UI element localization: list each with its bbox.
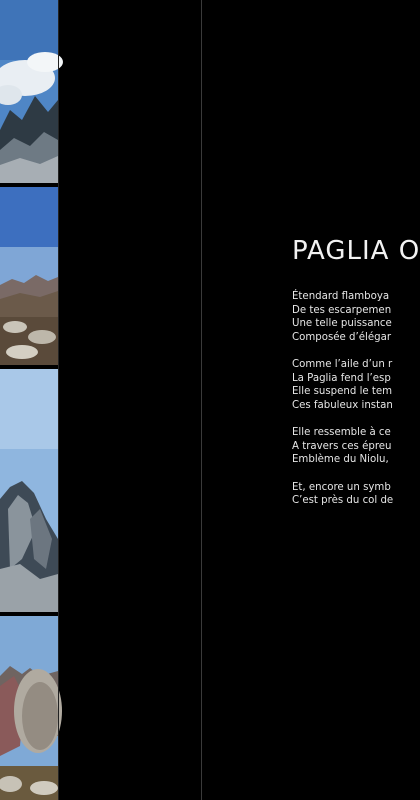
poem-line: Et, encore un symb <box>292 481 391 493</box>
poem-line: Ces fabuleux instan <box>292 399 393 411</box>
mountain-peak-with-clouds-photo <box>0 0 58 183</box>
poem-text <box>292 290 400 522</box>
page-title: PAGLIA O <box>292 236 420 266</box>
page-fold-line <box>201 0 202 800</box>
poem-line: Étendard flamboya <box>292 291 390 302</box>
poem-stanza <box>292 358 400 412</box>
photo-strip <box>0 0 58 800</box>
poem-stanza <box>292 426 400 467</box>
poem-line: Une telle puissance <box>292 318 392 329</box>
poem-line: Composée d’élégar <box>292 331 392 343</box>
rocky-plateau-photo <box>0 187 58 365</box>
granite-peak-photo <box>0 369 58 612</box>
boulder-landscape-photo <box>0 616 58 800</box>
poem-line: Comme l’aile d’un r <box>292 359 393 370</box>
poem-line: A travers ces épreu <box>292 440 392 452</box>
poem-line: Emblème du Niolu, <box>292 454 389 465</box>
poem-line: La Paglia fend l’esp <box>292 372 391 384</box>
poem-line: Elle suspend le tem <box>292 386 393 397</box>
poem-stanza <box>292 481 400 508</box>
poem-line: C’est près du col de <box>292 495 394 506</box>
photo-strip-border <box>58 0 59 800</box>
poem-line: De tes escarpemen <box>292 304 392 316</box>
poem-stanza <box>292 290 400 344</box>
poem-line: Elle ressemble à ce <box>292 427 391 438</box>
